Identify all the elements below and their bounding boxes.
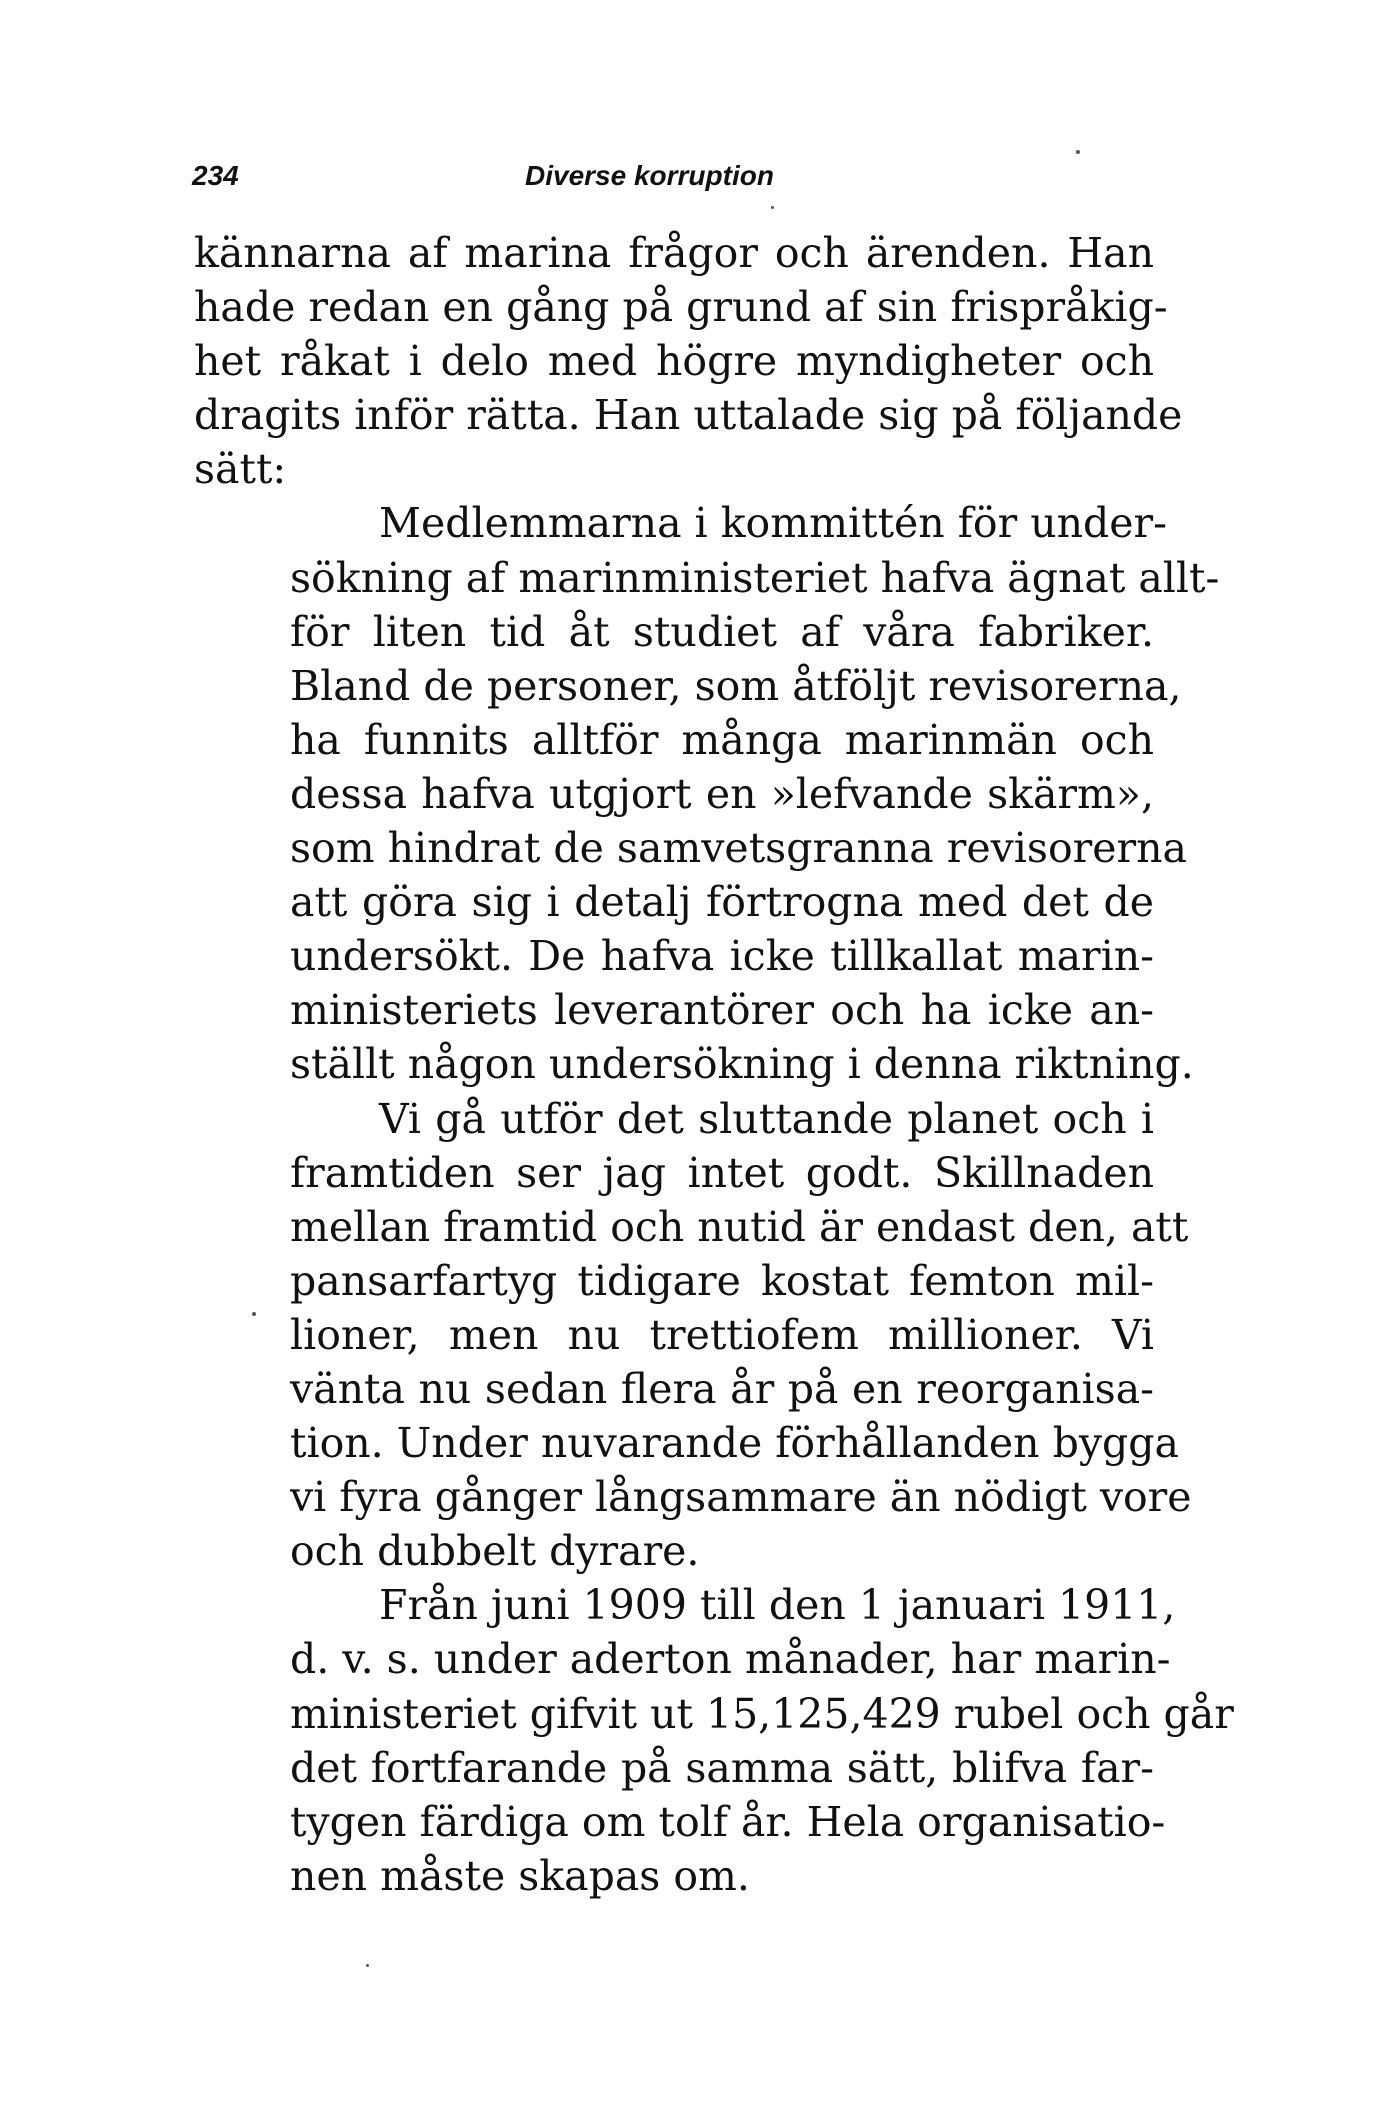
text-line: dessa hafva utgjort en »lefvande skärm», (290, 769, 1154, 818)
text-line: ställt någon undersökning i denna riktning. (290, 1040, 1194, 1089)
text-line: Bland de personer, som åtföljt revisorerna, (290, 661, 1182, 710)
text-line: tygen färdiga om tolf år. Hela organisatio- (290, 1797, 1166, 1846)
text-line: ministeriets leverantörer och ha icke an- (290, 986, 1154, 1035)
text-line: framtiden ser jag intet godt. Skillnaden (290, 1148, 1154, 1197)
body-text (194, 226, 1234, 1903)
text-line: det fortfarande på samma sätt, blifva far- (290, 1743, 1154, 1792)
text-line: ha funnits alltför många marinmän och (290, 715, 1154, 764)
text-line: vi fyra gånger långsammare än nödigt vore (290, 1473, 1192, 1522)
text-line: sätt: (194, 445, 287, 494)
text-line: Från juni 1909 till den 1 januari 1911, (379, 1581, 1176, 1630)
text-line: nen måste skapas om. (290, 1851, 750, 1900)
text-line: och dubbelt dyrare. (290, 1527, 700, 1576)
quote-paragraph-3 (290, 1578, 1234, 1903)
text-line: d. v. s. under aderton månader, har marin- (290, 1635, 1171, 1684)
text-line: undersökt. De hafva icke tillkallat marin- (290, 932, 1154, 981)
text-line: Medlemmarna i kommittén för under- (379, 499, 1168, 548)
text-line: tion. Under nuvarande förhållanden bygga (290, 1419, 1179, 1468)
text-line: ministeriet gifvit ut 15,125,429 rubel och går (290, 1689, 1234, 1738)
opening-paragraph (194, 226, 1183, 496)
text-line: lioner, men nu trettiofem millioner. Vi (290, 1310, 1154, 1359)
text-line: dragits inför rätta. Han uttalade sig på följande (194, 391, 1183, 440)
quote-paragraph-1 (290, 496, 1220, 1091)
text-line: kännarna af marina frågor och ärenden. Han (194, 229, 1154, 277)
scan-speck (771, 206, 774, 209)
text-line: vänta nu sedan flera år på en reorganisa- (290, 1364, 1154, 1413)
text-line: att göra sig i detalj förtrogna med det de (290, 878, 1154, 927)
text-line: för liten tid åt studiet af våra fabriker. (290, 607, 1154, 656)
quoted-statement (290, 496, 1234, 1902)
text-line: pansarfartyg tidigare kostat femton mil- (290, 1256, 1154, 1305)
scan-speck (366, 1964, 369, 1967)
quote-paragraph-2 (290, 1092, 1192, 1579)
scan-speck (252, 1312, 256, 1316)
running-title: Diverse korruption (525, 160, 774, 191)
text-line: som hindrat de samvetsgranna revisorerna (290, 824, 1187, 873)
text-line: mellan framtid och nutid är endast den, att (290, 1202, 1189, 1251)
text-line: het råkat i delo med högre myndigheter och (194, 337, 1154, 386)
running-head (192, 160, 1152, 200)
text-line: sökning af marinministeriet hafva ägnat allt- (290, 553, 1220, 602)
scan-speck (1076, 150, 1080, 154)
text-line: hade redan en gång på grund af sin frispråkig- (194, 283, 1168, 332)
text-line: Vi gå utför det sluttande planet och i (379, 1094, 1154, 1143)
page-number: 234 (192, 160, 239, 191)
